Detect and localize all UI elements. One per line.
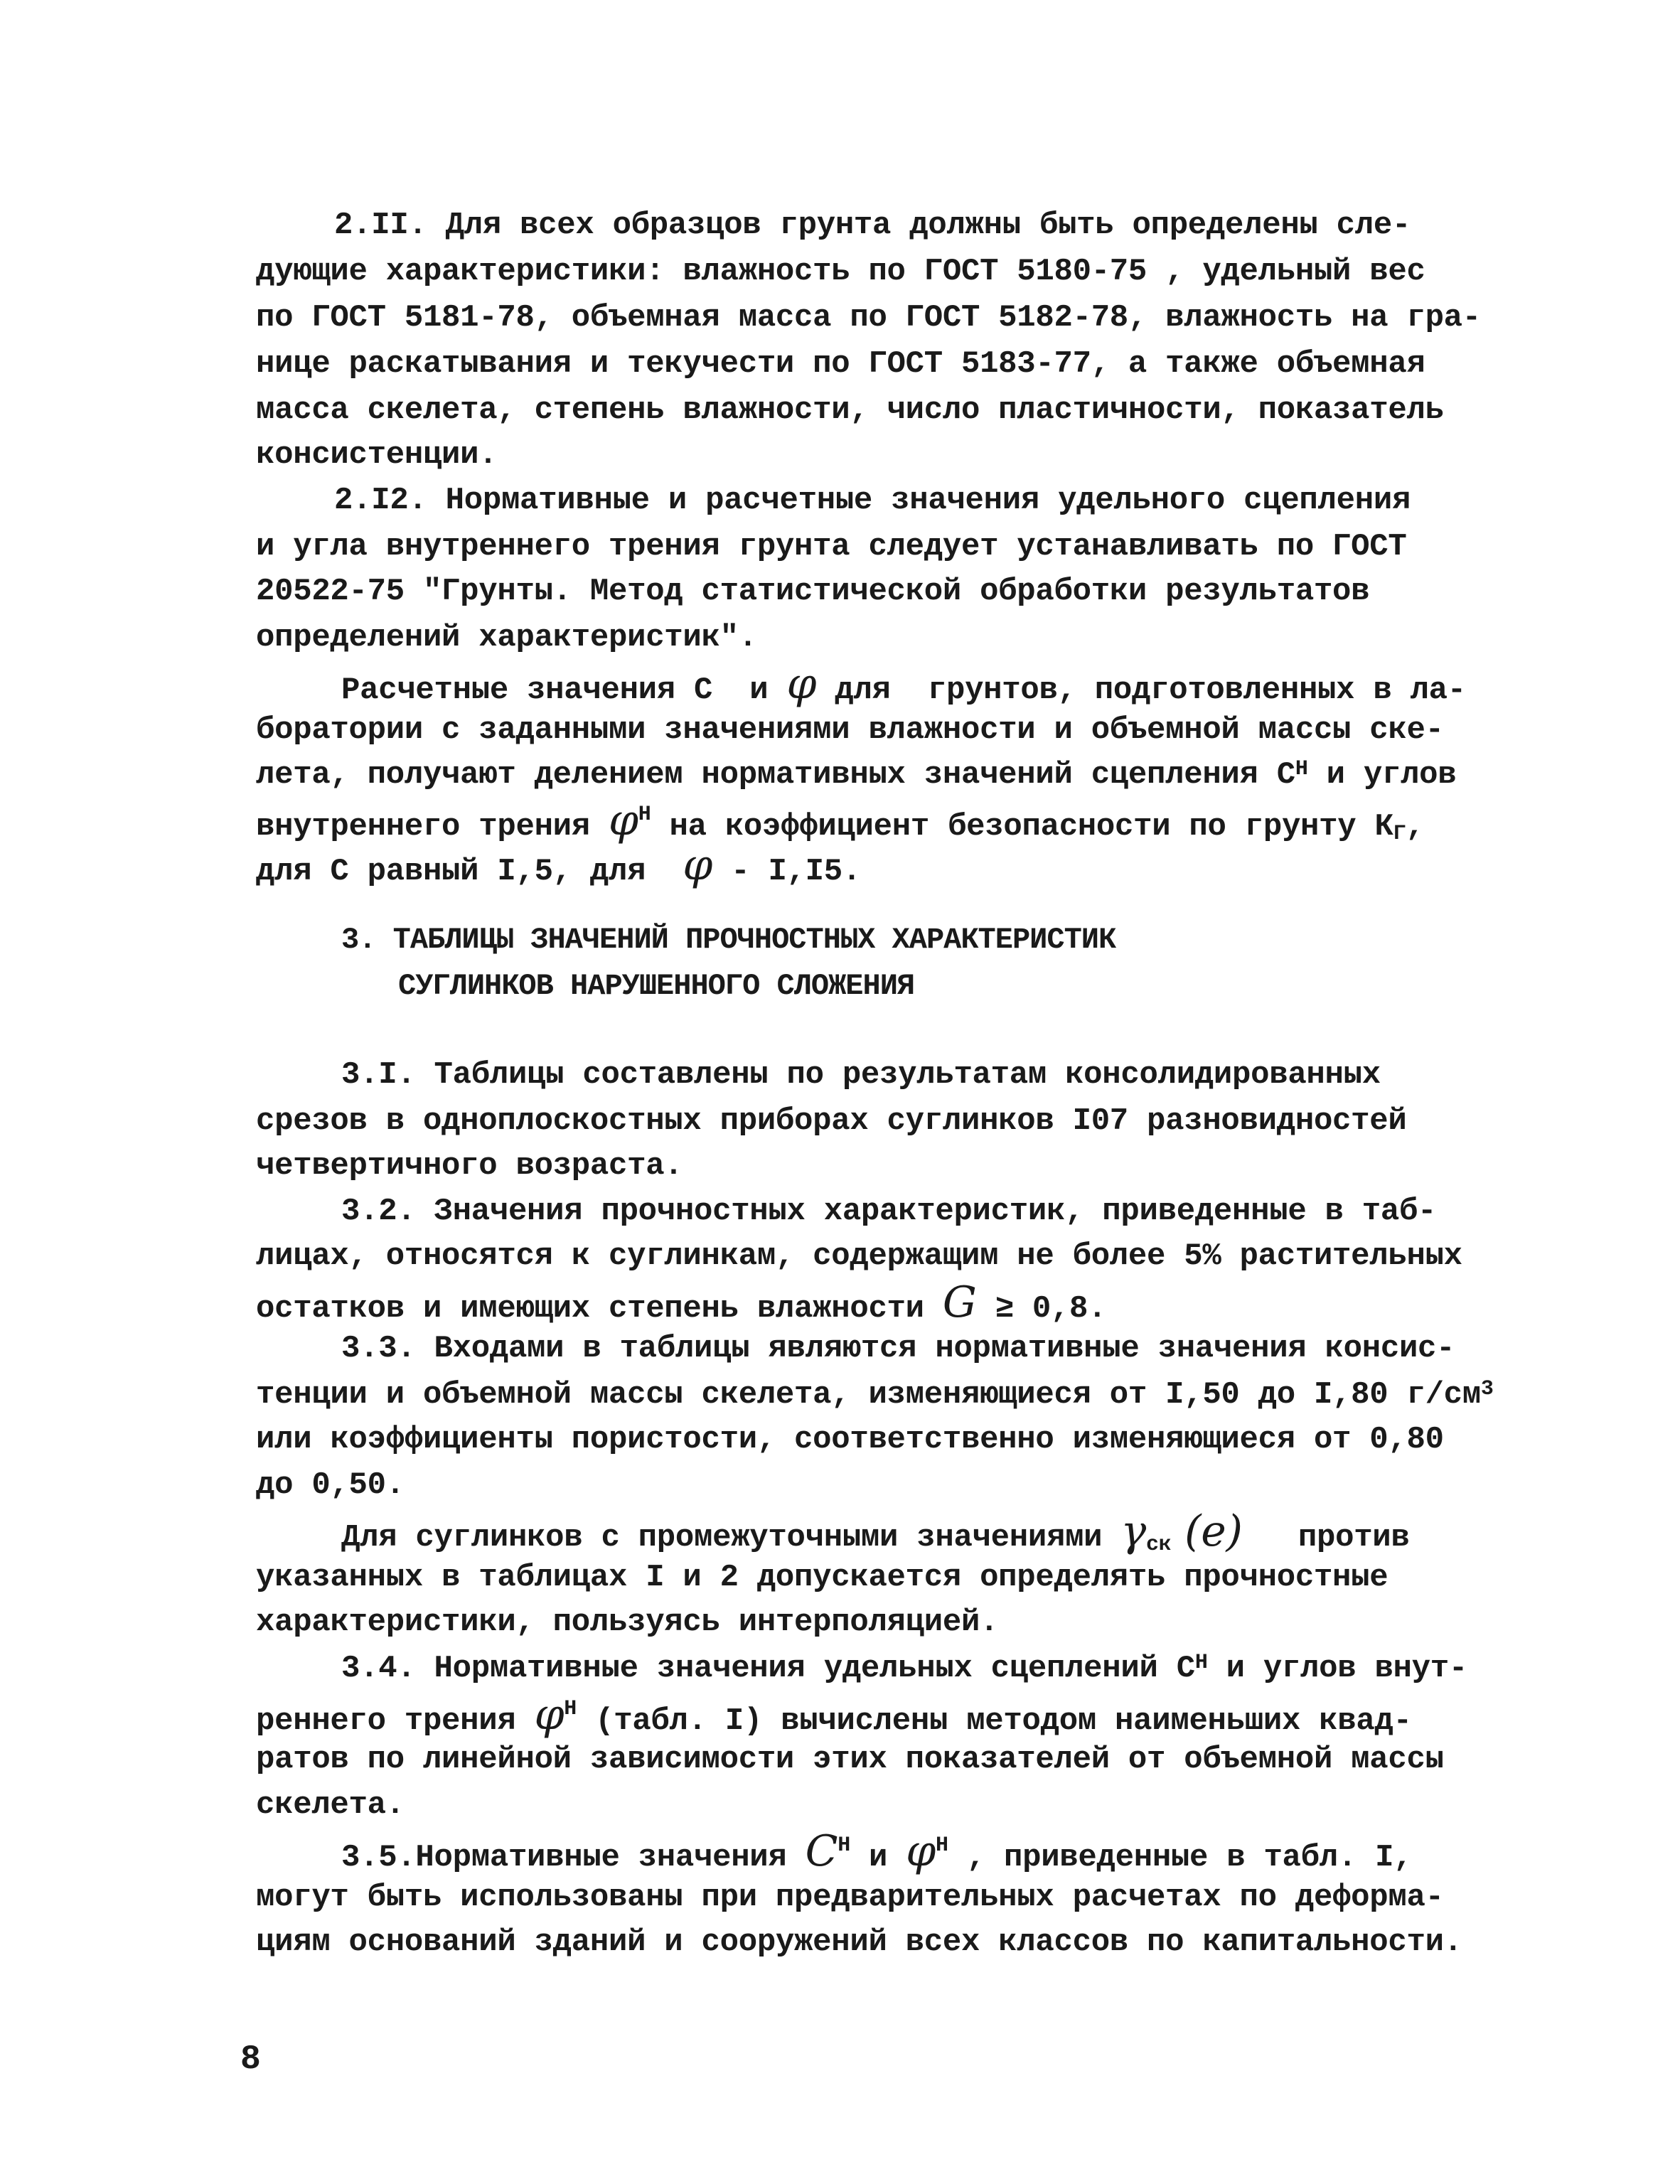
text-line: реннего трения $\varphi^Н$ (табл. I) вычислены методом наименьших квад- — [256, 1690, 1412, 1740]
text-line: внутреннего трения $\varphi^Н$ на коэффициент безопасности по грунту $К_Г$, — [256, 796, 1425, 846]
text-line: скелета. — [256, 1787, 405, 1823]
page-number: 8 — [240, 2040, 261, 2079]
text-line: 3.3. Входами в таблицы являются нормативные значения консис- — [341, 1331, 1455, 1366]
text-line: Для суглинков с промежуточными значениями $\gamma_{ск}$ (е) против — [341, 1506, 1410, 1557]
text-line: четвертичного возраста. — [256, 1148, 683, 1184]
text-line: характеристики, пользуясь интерполяцией. — [256, 1605, 999, 1640]
text-line: лета, получают делением нормативных значений сцепления $С^Н$ и углов — [256, 757, 1457, 793]
text-line: для С равный I,5, для φ - I,I5. — [256, 840, 861, 890]
text-line: 2.I2. Нормативные и расчетные значения удельного сцепления — [334, 483, 1411, 518]
section-heading: СУГЛИНКОВ НАРУШЕННОГО СЛОЖЕНИЯ — [398, 969, 915, 1003]
text-line: масса скелета, степень влажности, число пластичности, показатель — [256, 392, 1444, 428]
text-line: консистенции. — [256, 437, 498, 473]
text-line: лицах, относятся к суглинкам, содержащим не более 5% растительных — [256, 1238, 1462, 1274]
text-line: могут быть использованы при предварительных расчетах по деформа- — [256, 1880, 1444, 1915]
text-line: определений характеристик". — [256, 620, 757, 655]
text-line: дующие характеристики: влажность по ГОСТ 5180-75 , удельный вес — [256, 254, 1425, 289]
text-line: 3.2. Значения прочностных характеристик, приведенные в таб- — [341, 1194, 1437, 1229]
text-line: срезов в одноплоскостных приборах суглинков I07 разновидностей — [256, 1103, 1407, 1139]
g-symbol: G — [942, 1278, 977, 1327]
text-line: нице раскатывания и текучести по ГОСТ 5183-77, а также объемная — [256, 346, 1425, 382]
section-heading: 3. ТАБЛИЦЫ ЗНАЧЕНИЙ ПРОЧНОСТНЫХ ХАРАКТЕРИСТИК — [341, 923, 1116, 957]
text-line: или коэффициенты пористости, соответственно изменяющиеся от 0,80 — [256, 1422, 1444, 1457]
phi-symbol: φ — [683, 840, 713, 890]
phi-symbol: φ — [534, 1690, 565, 1740]
text-line: 3.5.Нормативные значения $С^Н$ и $\varphi^Н$ , приведенные в табл. I, — [341, 1826, 1413, 1876]
phi-symbol: φ — [786, 659, 817, 709]
text-line: до 0,50. — [256, 1467, 405, 1503]
text-line: Расчетные значения С и φ для грунтов, подготовленных в ла- — [341, 659, 1466, 709]
text-line: и угла внутреннего трения грунта следует устанавливать по ГОСТ — [256, 529, 1407, 564]
text-line: 3.I. Таблицы составлены по результатам консолидированных — [341, 1057, 1381, 1093]
gamma-symbol: γ — [1120, 1506, 1146, 1556]
text-line: 3.4. Нормативные значения удельных сцеплений $С^Н$ и углов внут- — [341, 1651, 1467, 1686]
c-symbol: С — [805, 1826, 838, 1876]
text-line: боратории с заданными значениями влажности и объемной массы ске- — [256, 712, 1444, 748]
phi-symbol: φ — [906, 1826, 936, 1876]
text-line: по ГОСТ 5181-78, объемная масса по ГОСТ 5182-78, влажность на гра- — [256, 300, 1481, 336]
text-line: 2.II. Для всех образцов грунта должны быть определены сле- — [334, 208, 1411, 243]
text-line: 20522-75 "Грунты. Метод статистической обработки результатов — [256, 574, 1370, 609]
text-line: циям оснований зданий и сооружений всех классов по капитальности. — [256, 1925, 1462, 1960]
text-line: тенции и объемной массы скелета, изменяющиеся от I,50 до I,80 $г/см^3$ — [256, 1377, 1494, 1413]
text-line: остатков и имеющих степень влажности G ≥ 0,8. — [256, 1278, 1107, 1327]
text-line: указанных в таблицах I и 2 допускается определять прочностные — [256, 1560, 1389, 1595]
phi-symbol: φ — [608, 796, 638, 845]
text-line: ратов по линейной зависимости этих показателей от объемной массы — [256, 1742, 1444, 1777]
